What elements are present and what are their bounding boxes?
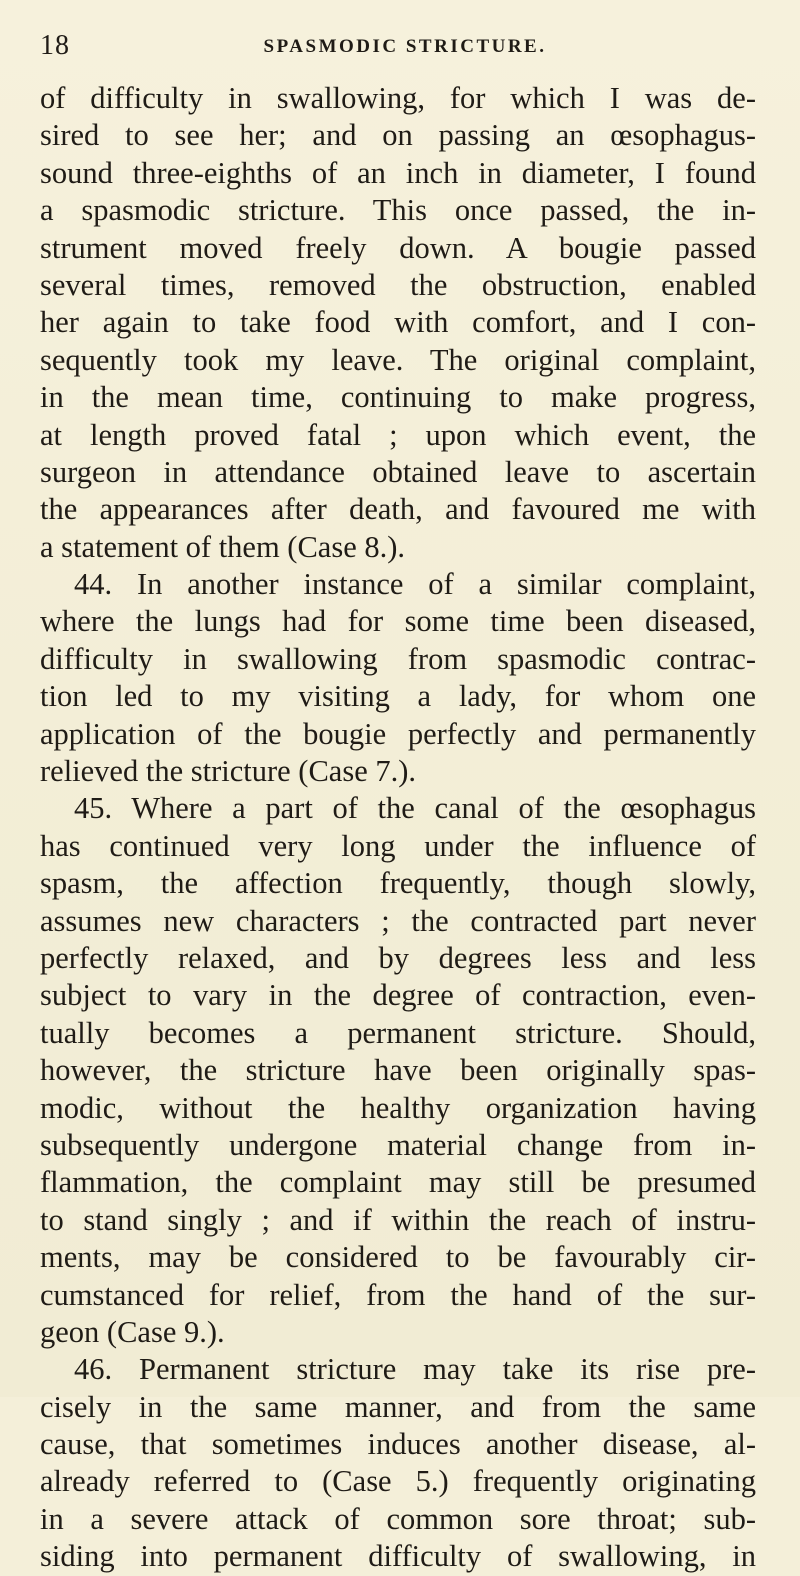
- text-line: to stand singly ; and if within the reach of instru-: [40, 1202, 756, 1237]
- text-line: flammation, the complaint may still be presumed: [40, 1165, 756, 1200]
- text-line: her again to take food with comfort, and I con-: [40, 305, 756, 340]
- text-line: in the mean time, continuing to make progress,: [40, 380, 756, 415]
- text-line: sequently took my leave. The original complaint,: [40, 342, 756, 377]
- text-line: application of the bougie perfectly and permanently: [40, 716, 756, 751]
- text-line: perfectly relaxed, and by degrees less and less: [40, 940, 756, 975]
- text-line: 44. In another instance of a similar complaint,: [74, 567, 756, 602]
- text-line: the appearances after death, and favoured me with: [40, 492, 756, 527]
- page-header: [40, 30, 770, 60]
- text-line: of difficulty in swallowing, for which I was de-: [40, 81, 756, 115]
- text-line: subject to vary in the degree of contraction, even-: [40, 978, 756, 1013]
- text-line: strument moved freely down. A bougie passed: [40, 230, 756, 265]
- text-line: cause, that sometimes induces another disease, al-: [40, 1427, 756, 1462]
- text-line: several times, removed the obstruction, enabled: [40, 267, 756, 302]
- page-number: 18: [40, 30, 70, 61]
- running-head: SPASMODIC STRICTURE.: [263, 36, 547, 57]
- text-line: surgeon in attendance obtained leave to ascertain: [40, 454, 756, 489]
- text-line: geon (Case 9.).: [40, 1314, 225, 1349]
- text-line: relieved the stricture (Case 7.).: [40, 754, 417, 789]
- text-line: however, the stricture have been originally spas-: [40, 1053, 756, 1088]
- text-line: spasm, the affection frequently, though slowly,: [40, 866, 756, 901]
- text-line: has continued very long under the influence of: [40, 828, 756, 863]
- text-line: in a severe attack of common sore throat; sub-: [40, 1501, 756, 1536]
- text-line: sired to see her; and on passing an œsophagus-: [40, 118, 756, 153]
- body-text: [40, 80, 756, 1576]
- text-line: 46. Permanent stricture may take its rise pre-: [74, 1352, 756, 1387]
- text-line: cisely in the same manner, and from the same: [40, 1389, 756, 1424]
- text-line: at length proved fatal ; upon which event, the: [40, 417, 756, 452]
- text-line: cumstanced for relief, from the hand of the sur-: [40, 1277, 756, 1312]
- text-line: difficulty in swallowing from spasmodic contrac-: [40, 641, 756, 676]
- text-line: siding into permanent difficulty of swallowing, in: [40, 1539, 756, 1574]
- text-line: where the lungs had for some time been diseased,: [40, 604, 756, 639]
- text-line: 45. Where a part of the canal of the œsophagus: [74, 791, 756, 826]
- text-line: tion led to my visiting a lady, for whom one: [40, 679, 756, 714]
- text-line: sound three-eighths of an inch in diameter, I found: [40, 155, 756, 190]
- text-line: a statement of them (Case 8.).: [40, 529, 406, 564]
- text-line: assumes new characters ; the contracted part never: [40, 903, 756, 938]
- text-line: ments, may be considered to be favourably cir-: [40, 1240, 756, 1275]
- text-line: tually becomes a permanent stricture. Should,: [40, 1015, 756, 1050]
- text-line: a spasmodic stricture. This once passed, the in-: [40, 193, 756, 228]
- text-line: modic, without the healthy organization having: [40, 1090, 756, 1125]
- text-line: already referred to (Case 5.) frequently originating: [40, 1464, 756, 1499]
- text-line: subsequently undergone material change from in-: [40, 1127, 756, 1162]
